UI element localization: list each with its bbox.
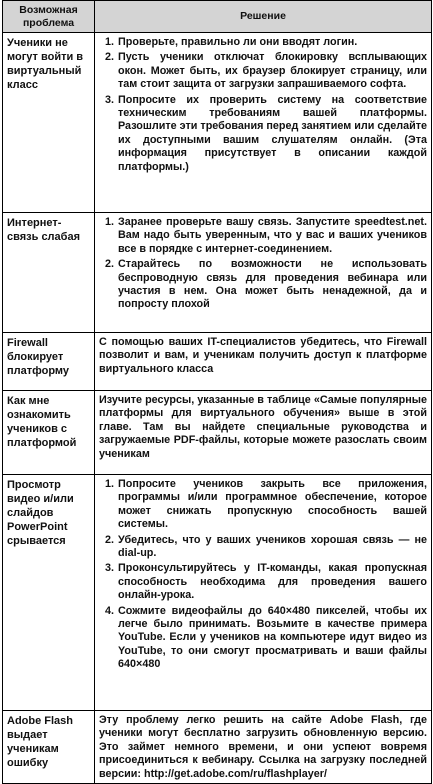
list-item: 1. Заранее проверьте вашу связь. Запустите speedtest.net. Вам надо быть уверенным, что у вас и ваших учеников все в порядке с интернет-соединением.	[117, 216, 427, 256]
solution-list	[99, 36, 427, 174]
solution-list	[99, 478, 427, 672]
list-item: 2. Убедитесь, что у ваших учеников хорошая связь — не dial-up.	[117, 534, 427, 561]
solution-cell	[95, 33, 432, 213]
troubleshooting-table	[2, 0, 432, 784]
solution-cell: С помощью ваших IT-специалистов убедитесь, что Firewall позволит и вам, и ученикам получить доступ к платформе виртуального класса	[95, 333, 432, 391]
problem-cell: Просмотр видео и/или слайдов PowerPoint срывается	[3, 475, 95, 711]
list-item: 1. Проверьте, правильно ли они вводят логин.	[117, 36, 427, 49]
list-item: 3. Попросите их проверить систему на соответствие техническим требованиям вашей платформы. Разошлите эти требования перед занятием или сделайте их доступными вашим слушателям онлайн. (Эта информация присутствует в описании каждой платформы.)	[117, 94, 427, 174]
problem-cell: Как мне ознакомить учеников с платформой	[3, 391, 95, 475]
header-row	[3, 1, 432, 33]
solution-cell: Изучите ресурсы, указанные в таблице «Самые популярные платформы для виртуального обучения» выше в этой главе. Там вы найдете специальные руководства и загружаемые PDF-файлы, которые можете разослать своим ученикам	[95, 391, 432, 475]
table-row	[3, 333, 432, 391]
list-item: 4. Сожмите видеофайлы до 640×480 пикселей, чтобы их легче было принимать. Возьмите в качестве примера YouTube. Если у учеников на компьютере идут видео из YouTube, то они смогут просматривать и ваши файлы 640×480	[117, 605, 427, 672]
list-item: 2. Пусть ученики отключат блокировку всплывающих окон. Может быть, их браузер блокирует страницу, или там стоит защита от загрузки запрашиваемого софта.	[117, 51, 427, 91]
table-row	[3, 711, 432, 784]
problem-cell: Adobe Flash выдает ученикам ошибку	[3, 711, 95, 784]
header-solution: Решение	[95, 1, 432, 33]
list-item: 1. Попросите учеников закрыть все приложения, программы и/или программное обеспечение, которое может снижать пропускную способность вашей системы.	[117, 478, 427, 532]
troubleshooting-table-wrapper	[2, 0, 431, 780]
problem-cell: Ученики не могут войти в виртуальный класс	[3, 33, 95, 213]
table-row	[3, 475, 432, 711]
solution-cell: Эту проблему легко решить на сайте Adobe Flash, где ученики могут бесплатно загрузить обновленную версию. Это займет немного времени, и они успеют вовремя присоединиться к вебинару. Ссылка на загрузку последней версии: http://get.adobe.com/ru/flashplayer/	[95, 711, 432, 784]
header-problem: Возможная проблема	[3, 1, 95, 33]
solution-cell	[95, 475, 432, 711]
solution-cell	[95, 213, 432, 333]
problem-cell: Интернет-связь слабая	[3, 213, 95, 333]
list-item: 2. Старайтесь по возможности не использовать беспроводную связь для проведения вебинара или участия в нем. Она может быть ненадежной, да и попросту плохой	[117, 258, 427, 312]
list-item: 3. Проконсультируйтесь у IT-команды, какая пропускная способность необходима для проведения вашего онлайн-урока.	[117, 562, 427, 602]
problem-cell: Firewall блокирует платформу	[3, 333, 95, 391]
solution-list	[99, 216, 427, 312]
table-row	[3, 391, 432, 475]
table-row	[3, 33, 432, 213]
table-row	[3, 213, 432, 333]
